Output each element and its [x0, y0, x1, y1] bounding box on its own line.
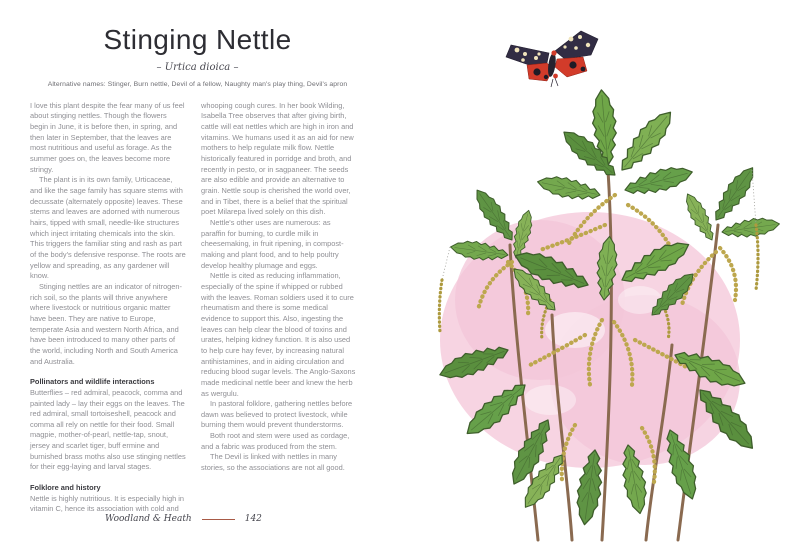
paragraph: whooping cough cures. In her book Wilding, Isabella Tree observes that after giving birth, cattle will eat nettles which are high in iron and vitamins. We humans used it as an aid for new mothers to help regulate milk flow. Nettle historically featured in porridge and broth, and recently in pesto, or in sagpaneer. The seeds are also edible and provide an alternative to grain. Nettle soup is cherished the world over, and in Tibet, there is a belief that the spiritual poet Milarepa lived solely on this dish.: [201, 100, 354, 217]
page-footer: [0, 514, 395, 524]
footer-rule: [202, 519, 235, 520]
paragraph: Both root and stem were used as cordage, and a fabric was produced from the stem.: [201, 431, 350, 451]
page-header: [0, 0, 395, 88]
text-column-1: [30, 101, 186, 515]
body-text: [30, 101, 358, 515]
paragraph: Nettle is highly nutritious. It is especially high in vitamin C, hence its association with cold and: [30, 493, 185, 514]
paragraph: The plant is in its own family, Urticaceae, and like the sage family has square stems with decussate (alternately opposite) leaves. These stems and leaves are adorned with numerous hairs, tipped with small, needle-like structures which inject irritating chemicals into the skin. This triggers the familiar sting and rash as part of the body's defensive response. The roots are yellow and spreading, as any gardener will know.: [30, 175, 186, 281]
section-name: Woodland & Heath: [105, 514, 192, 524]
paragraph: In pastoral folklore, gathering nettles before dawn was believed to protect livestock, while burning them would prevent thunderstorms.: [201, 399, 353, 430]
right-page: [390, 0, 790, 560]
paragraph: Stinging nettles are an indicator of nitrogen-rich soil, so the plants will thrive anywhere where livestock or nutritious organic matter have been. They are native to Europe, temperate Asia and western North Africa, and have been introduced to many other parts of the world, including North and South America and Australia.: [30, 281, 182, 366]
page-number: 142: [244, 514, 262, 524]
paragraph: The Devil is linked with nettles in many stories, so the associations are not all good.: [201, 452, 345, 473]
paragraph: Butterflies – red admiral, peacock, comma and painted lady – lay their eggs on the leaves. The red admiral, small tortoiseshell, peacock and comma all rely on nettle for their food. Small magpie, mother-of-pearl, nettle-tap, snout, jersey and scarlet tiger, buff ermine and burnished brass moths also use stinging nettles for their egg-laying and larval stages.: [30, 387, 186, 472]
alternative-names: Alternative names: Stinger, Burn nettle, Devil of a fellow, Naughty man's play thing, Devil's apron: [47, 80, 348, 88]
paragraph: Nettle's other uses are numerous: as paraffin for burning, to curdle milk in cheesemaking, in fruit ripening, in compost-making and plant food, and to help poultry develop healthy plumage and eggs.: [201, 218, 344, 270]
paragraph: I love this plant despite the fear many of us feel about stinging nettles. Though the flowers begin in June, it is before then, in spring, and then later in September, that the leaves are most nutritious and useful as forage. As the summer goes on, the leaves become more stringy.: [30, 100, 185, 174]
page-title: Stinging Nettle: [103, 24, 292, 55]
latin-name: – Urtica dioica –: [156, 61, 239, 73]
paragraph: Nettle is cited as reducing inflammation, especially of the spine if whipped or rubbed with the leaves. Roman soldiers used it to cure rheumatism and there is some medical evidence to support this. Also, ingesting the leaves can help clear the blood of toxins and urates, helping kidney function. It is also used to help cure hay fever, by increasing natural antihistamines, and in aiding circulation and reducing blood sugar levels. The Anglo-Saxons made medicinal nettle beer and knew the herb as wergulu.: [201, 271, 356, 398]
scarlet-tiger-moth-icon: [506, 31, 598, 87]
section-heading-pollinators: Pollinators and wildlife interactions: [30, 377, 155, 387]
section-heading-folklore: Folklore and history: [30, 483, 101, 493]
text-column-2: [201, 101, 357, 515]
stinging-nettle-illustration: [390, 0, 790, 560]
